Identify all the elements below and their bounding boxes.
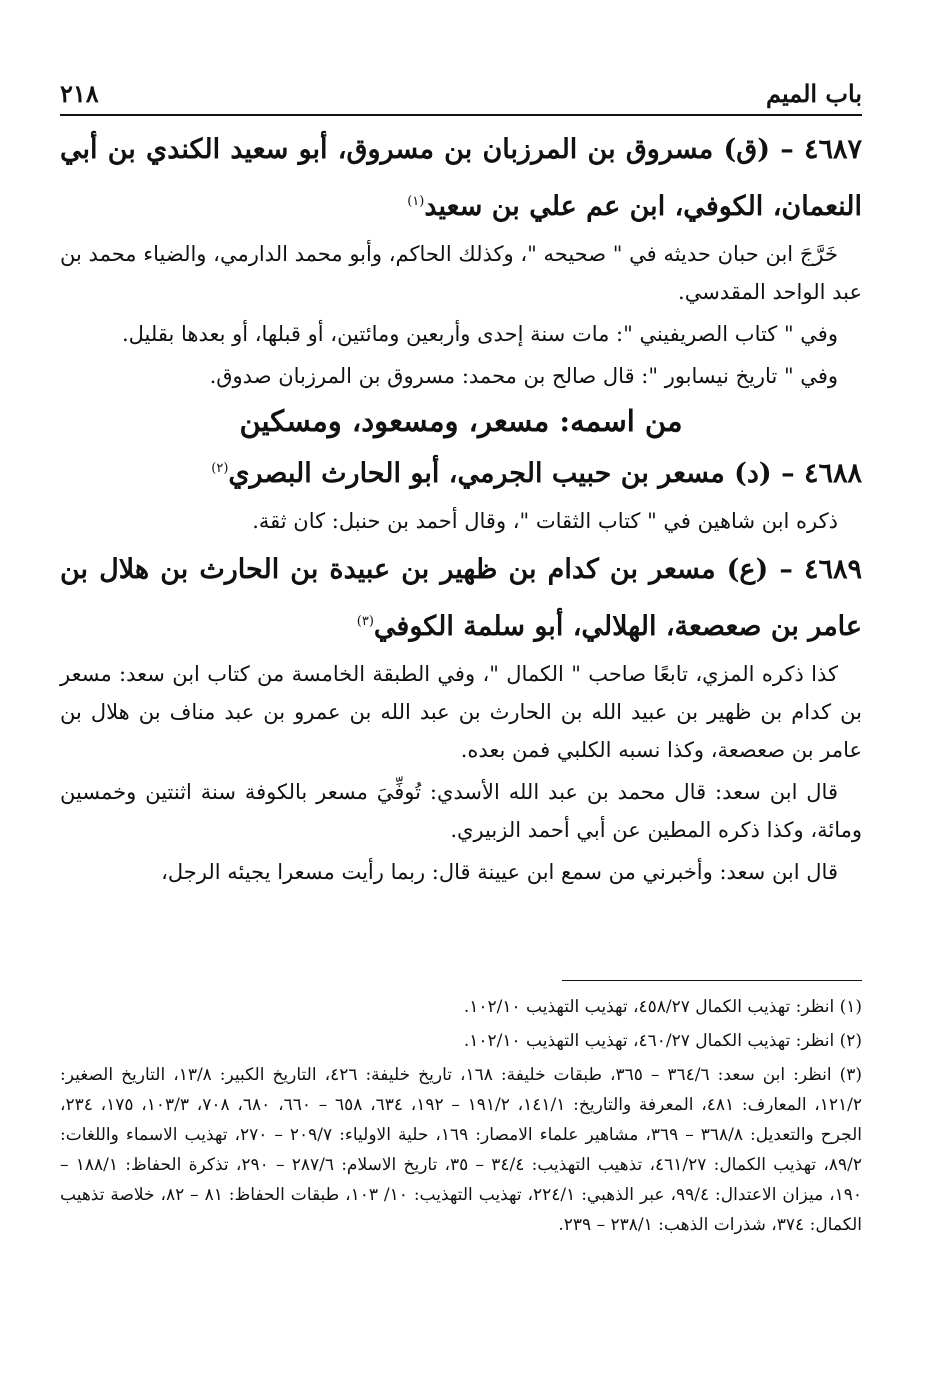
footnotes — [60, 992, 862, 1244]
footnote-3: (٣) انظر: ابن سعد: ٣٦٤/٦ – ٣٦٥، طبقات خليفة: ١٦٨، تاريخ خليفة: ٤٢٦، التاريخ الكبير: ١٣/٨، التاريخ الصغير: ١٢١/٢، المعارف: ٤٨١، المعرفة والتاريخ: ١٤١/١، ١٩١/٢ – ١٩٢، ٦٣٤، ٦٥٨ – ٦٦٠، ٦٨٠، ٧٠٨، ١٠٣/٣، ١٧٥، ٢٣٤، الجرح والتعديل: ٣٦٨/٨ – ٣٦٩، مشاهير علماء الامصار: ١٦٩، حلية الاولياء: ٢٠٩/٧ – ٢٧٠، تهذيب الاسماء واللغات: ٨٩/٢، تهذيب الكمال: ٤٦١/٢٧، تذهيب التهذيب: ٣٤/٤ – ٣٥، تاريخ الاسلام: ٢٨٧/٦ – ٢٩٠، تذكرة الحفاظ: ١٨٨/١ – ١٩٠، ميزان الاعتدال: ٩٩/٤، عبر الذهبي: ٢٢٤/١، تهذيب التهذيب: ١٠/ ١٠٣، طبقات الحفاظ: ٨١ – ٨٢، خلاصة تذهيب الكمال: ٣٧٤، شذرات الذهب: ٢٣٨/١ – ٢٣٩. — [60, 1065, 863, 1235]
entry-4687-paragraph-1: خَرَّجَ ابن حبان حديثه في " صحيحه "، وكذلك الحاكم، وأبو محمد الدارمي، والضياء محمد بن عبد الواحد المقدسي. — [60, 242, 862, 304]
entry-4689-title: ٤٦٨٩ – (ع) مسعر بن كدام بن ظهير بن عبيدة بن الحارث بن هلال بن عامر بن صعصعة، الهلالي، أبو سلمة الكوفي — [60, 554, 862, 642]
entry-4688-heading — [60, 443, 862, 500]
chapter-title: باب الميم — [765, 79, 862, 108]
footnote-divider — [562, 980, 862, 981]
section-title: من اسمه: مسعر، ومسعود، ومسكين — [239, 404, 683, 438]
page-number: ٢١٨ — [60, 79, 99, 108]
footnote-2: (٢) انظر: تهذيب الكمال ٤٦٠/٢٧، تهذيب التهذيب ١٠٢/١٠. — [463, 1031, 862, 1051]
main-text — [60, 124, 862, 895]
entry-4687-heading — [60, 124, 862, 233]
footnote-1: (١) انظر: تهذيب الكمال ٤٥٨/٢٧، تهذيب التهذيب ١٠٢/١٠. — [463, 997, 862, 1017]
entry-4688-paragraph-1: ذكره ابن شاهين في " كتاب الثقات "، وقال أحمد بن حنبل: كان ثقة. — [252, 509, 838, 533]
footnote-ref-3: (٣) — [356, 614, 374, 629]
entry-4687-paragraph-3: وفي " تاريخ نيسابور ": قال صالح بن محمد: مسروق بن المرزبان صدوق. — [209, 364, 838, 388]
header-divider — [60, 114, 862, 116]
footnote-ref-2: (٢) — [211, 461, 229, 476]
entry-4689-paragraph-3: قال ابن سعد: وأخبرني من سمع ابن عيينة قال: ربما رأيت مسعرا يجيئه الرجل، — [161, 860, 838, 884]
book-page — [60, 0, 862, 1376]
entry-4687-paragraph-2: وفي " كتاب الصريفيني ": مات سنة إحدى وأربعين ومائتين، أو قبلها، أو بعدها بقليل. — [121, 322, 838, 346]
entry-4687-title: ٤٦٨٧ – (ق) مسروق بن المرزبان بن مسروق، أبو سعيد الكندي بن أبي النعمان، الكوفي، ابن عم علي بن سعيد — [60, 134, 862, 222]
running-header — [60, 72, 862, 108]
entry-4689-paragraph-1: كذا ذكره المزي، تابعًا صاحب " الكمال "، وفي الطبقة الخامسة من كتاب ابن سعد: مسعر بن كدام بن ظهير بن عبيد الله بن الحارث بن عبد الله بن عمرو بن عبد مناف بن هلال بن عامر بن صعصعة، وكذا نسبه الكلبي فمن بعده. — [60, 662, 862, 762]
entry-4688-title: ٤٦٨٨ – (د) مسعر بن حبيب الجرمي، أبو الحارث البصري — [228, 458, 862, 489]
entry-4689-paragraph-2: قال ابن سعد: قال محمد بن عبد الله الأسدي: تُوفِّيَ مسعر بالكوفة سنة اثنتين وخمسين ومائة، وكذا ذكره المطين عن أبي أحمد الزبيري. — [60, 780, 862, 842]
entry-4689-heading — [60, 544, 862, 653]
footnote-ref-1: (١) — [407, 194, 425, 209]
